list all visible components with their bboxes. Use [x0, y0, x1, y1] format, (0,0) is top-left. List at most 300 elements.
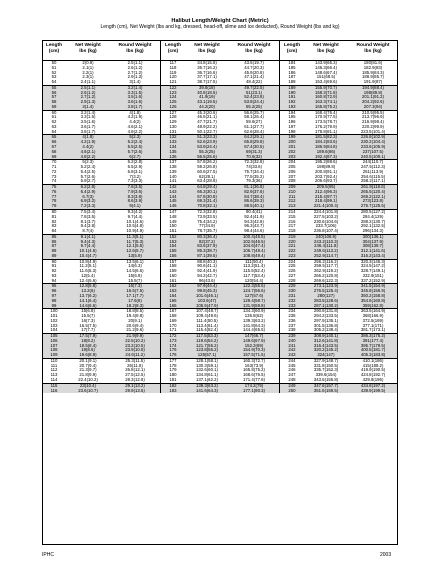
table-cell: 381.7(173.1) [348, 328, 398, 334]
table-cell: 70.6(32) [229, 155, 279, 161]
table-cell: 153 [161, 240, 185, 245]
table-cell: 215.4(97.7) [304, 195, 348, 200]
table-cell: 410.1(186) [362, 358, 384, 363]
table-cell: 96.3(43.7) [244, 224, 264, 229]
table-cell: 137.1(62.2) [185, 378, 229, 384]
table-cell: 251(113.9) [362, 169, 384, 174]
table-cell: 85 [42, 235, 66, 240]
table-cell: 7.5(3.4) [80, 209, 96, 214]
table-cell: 15.5(7) [81, 314, 95, 319]
table-cell: 127 [169, 110, 177, 115]
table-cell: 88 [42, 249, 66, 254]
table-cell: 109.4(49.6) [196, 314, 218, 319]
table-cell: 53 [51, 75, 57, 80]
table-cell: 195 [288, 115, 296, 120]
table-cell: 82(37.2) [185, 240, 229, 245]
table-cell: 345.8(156.9) [348, 289, 398, 294]
table-cell: 246.4(111.8) [304, 244, 348, 249]
table-cell: 4.8(2.2) [66, 155, 110, 161]
table-cell: 320.2(145.2) [304, 348, 348, 353]
table-cell: 10.9(4.9) [110, 229, 160, 235]
table-cell: 111 [50, 363, 58, 368]
table-cell: 166 [161, 304, 185, 310]
table-cell: 26.8(12.1) [125, 368, 145, 373]
table-cell: 45.9(20.8) [244, 70, 264, 75]
table-cell: 27.5(12.5) [125, 373, 145, 378]
table-cell: 300(136.1) [348, 235, 398, 240]
table-cell: 7.9(3.6) [110, 190, 160, 195]
table-cell: 280.5(127.2) [360, 209, 386, 214]
table-cell: 79 [42, 204, 66, 210]
table-cell: 3.3(1.5) [110, 91, 160, 96]
table-cell: 164 [161, 294, 185, 299]
table-cell: 16.5(7.5) [110, 289, 160, 294]
table-cell: 72.3(32.8) [244, 160, 264, 165]
table-cell: 139.3(63.2) [185, 384, 229, 389]
table-cell: 198(89.8) [348, 91, 398, 96]
table-cell: 174.2(79) [229, 384, 279, 389]
table-cell: 86 [42, 240, 66, 245]
table-cell: 173.5(78.7) [315, 120, 337, 125]
table-cell: 224 [288, 259, 296, 264]
table-cell: 10.8(4.9) [79, 259, 97, 264]
table-cell: 115 [42, 384, 66, 389]
table-cell: 225 [288, 264, 296, 269]
table-cell: 57.8(26.2) [197, 160, 217, 165]
table-cell: 230.6(104.6) [313, 219, 339, 224]
table-cell: 252.9(114.7) [304, 254, 348, 260]
table-cell: 23.9(10.8) [110, 348, 160, 353]
table-cell: 4.2(1.9) [127, 115, 143, 120]
table-cell: 168 [169, 314, 177, 319]
table-cell: 262.9(119.2) [313, 269, 339, 274]
table-cell: 19(8.6) [66, 348, 110, 353]
table-cell: 189 [280, 86, 304, 91]
table-cell: 83 [51, 224, 57, 229]
table-cell: 55 [42, 86, 66, 91]
table-cell: 79.3(36) [229, 179, 279, 185]
table-cell: 98.4(44.6) [229, 229, 279, 235]
table-cell: 254.6(115.5) [360, 174, 386, 179]
table-cell: 5.7(2.6) [110, 150, 160, 155]
table-cell: 48.9(22.2) [197, 124, 217, 129]
table-cell: 17.6(8) [110, 299, 160, 304]
table-cell: 5(2.3) [82, 160, 94, 165]
table-cell: 136.8(62) [244, 314, 264, 319]
table-cell: 259.5(117.7) [313, 264, 339, 269]
table-cell: 56 [42, 91, 66, 96]
table-cell: 40.8(18.5) [185, 91, 229, 96]
table-cell: 119 [169, 70, 177, 75]
table-cell: 174 [161, 344, 185, 349]
column-header: Net Weight lbs (kg) [66, 40, 110, 61]
table-cell: 198(89.8) [316, 165, 336, 170]
round-weight-column [348, 40, 398, 393]
table-cell: 229 [280, 284, 304, 289]
table-cell: 11.7(5.3) [110, 240, 160, 245]
table-cell: 2.6(1.2) [66, 91, 110, 96]
table-cell: 233.7(106) [315, 224, 337, 229]
table-columns [42, 40, 398, 393]
table-cell: 77 [42, 195, 66, 200]
table-cell: 343.6(155.8) [304, 378, 348, 384]
table-cell: 7(3.2) [129, 174, 141, 179]
chart-subtitle: Length (cm), Net Weight (lbs and kg, dressed, head-off, slime and ice deducted), Round Weight (lbs and kg) [100, 24, 340, 30]
table-cell: 386.3(175.2) [348, 334, 398, 339]
table-cell: 121.7(55.2) [185, 344, 229, 349]
table-cell: 94.2(42.7) [197, 273, 217, 278]
table-cell: 2(0.9) [82, 61, 94, 65]
table-cell: 97.9(44.4) [185, 284, 229, 289]
table-cell: 5.4(2.5) [80, 169, 96, 174]
table-cell: 155 [161, 249, 185, 254]
table-cell: 115.4(52.4) [185, 328, 229, 334]
table-cell: 230 [280, 289, 304, 294]
table-cell: 185 [288, 65, 296, 70]
table-cell: 14.6(6.6) [66, 304, 110, 310]
table-cell: 8.4(3.8) [80, 224, 96, 229]
table-cell: 121 [161, 80, 185, 86]
table-cell: 175 [161, 348, 185, 353]
table-cell: 41.9(19) [185, 95, 229, 100]
table-cell: 110 [50, 358, 58, 363]
table-cell: 359(162.8) [348, 304, 398, 310]
table-cell: 77(34.9) [198, 224, 215, 229]
table-cell: 3.3(1.5) [80, 115, 96, 120]
table-cell: 60 [51, 110, 57, 115]
table-cell: 199 [280, 135, 304, 140]
table-cell: 78 [42, 199, 66, 204]
table-cell: 43.1(19.5) [185, 100, 229, 105]
table-cell: 221 [280, 244, 304, 249]
table-cell: 154.9(70.3) [229, 348, 279, 353]
column-header: Net Weight lbs (kg) [185, 40, 229, 61]
table-cell: 177.1(80.3) [229, 389, 279, 394]
table-cell: 35.7(16.2) [197, 65, 217, 70]
table-cell: 113.2(51.4) [243, 264, 265, 269]
table-cell: 149.6(67.9) [229, 339, 279, 344]
table-cell: 177 [169, 358, 177, 363]
table-cell: 12(5.4) [81, 273, 95, 278]
table-cell: 129.4(58.7) [229, 299, 279, 304]
table-cell: 246 [288, 368, 296, 373]
table-cell: 65.8(29.8) [229, 140, 279, 145]
table-cell: 6.7(3) [66, 195, 110, 200]
table-cell: 66 [42, 140, 66, 145]
column-header: Length (cm) [280, 40, 304, 61]
table-cell: 2.9(1.3) [66, 100, 110, 105]
table-cell: 4(1.8) [129, 110, 141, 115]
table-cell: 354.6(160.8) [348, 299, 398, 304]
table-cell: 400.5(181.7) [348, 348, 398, 353]
table-cell: 16(7.3) [110, 284, 160, 289]
table-cell: 46.5(21.1) [197, 115, 217, 120]
table-cell: 155.9(70.7) [304, 86, 348, 91]
table-cell: 288.2(130.7) [360, 219, 386, 224]
table-cell: 183 [161, 389, 185, 394]
table-cell: 12.6(5.7) [110, 249, 160, 254]
table-cell: 111.4(50.5) [196, 318, 218, 323]
table-cell: 180(81.6) [363, 61, 383, 65]
table-cell: 15(6.8) [128, 273, 142, 278]
table-cell: 103.6(47) [185, 299, 229, 304]
table-cell: 132.6(60.1) [196, 368, 218, 373]
table-cell: 113.4(51.4) [196, 323, 218, 328]
table-cell: 12.4(5.6) [66, 279, 110, 285]
table-cell: 133 [161, 140, 185, 145]
table-cell: 213.7(96.9) [362, 115, 384, 120]
table-cell: 244 [288, 358, 296, 363]
table-cell: 115.5(52.4) [243, 269, 265, 274]
table-cell: 16(7.3) [81, 318, 95, 323]
table-cell: 250 [280, 389, 304, 394]
table-cell: 159 [169, 269, 177, 274]
table-cell: 429.8(195) [348, 378, 398, 384]
table-cell: 4.4(2) [66, 145, 110, 150]
table-cell: 87.1(39.5) [185, 254, 229, 260]
table-cell: 415(188.2) [362, 363, 384, 368]
table-cell: 73 [51, 174, 57, 179]
table-cell: 18.8(8.5) [126, 309, 144, 314]
table-cell: 80.3(36.4) [185, 235, 229, 240]
table-cell: 13(5.9) [110, 254, 160, 260]
table-cell: 197 [288, 124, 296, 129]
table-cell: 210 [280, 190, 304, 195]
table-cell: 102.5(46.5) [229, 240, 279, 245]
table-cell: 106.7(48.4) [229, 249, 279, 254]
table-cell: 284.4(129) [362, 214, 384, 219]
table-cell: 171.4(77.8) [229, 378, 279, 384]
table-cell: 96 [42, 289, 66, 294]
table-cell: 102 [50, 318, 58, 323]
table-cell: 59.6(27) [245, 120, 262, 125]
table-cell: 7.3(3.3) [110, 179, 160, 185]
table-cell: 4.8(2.2) [110, 130, 160, 136]
table-cell: 372.5(169) [362, 318, 384, 323]
table-cell: 130.3(59.1) [196, 363, 218, 368]
column-header: Round Weight lbs (kg) [348, 40, 398, 61]
table-cell: 301.5(136.8) [313, 323, 339, 328]
table-cell: 350.2(158.8) [348, 294, 398, 299]
table-cell: 7.8(3.5) [80, 214, 96, 219]
table-cell: 181.5(82.3) [304, 135, 348, 140]
table-cell: 10.1(4.6) [66, 249, 110, 254]
table-cell: 14.5(6.6) [126, 269, 144, 274]
table-cell: 44.2(20) [185, 105, 229, 111]
table-cell: 72.3(32.8) [197, 209, 217, 214]
table-cell: 58.1(26.4) [244, 115, 264, 120]
table-cell: 249 [280, 384, 304, 389]
table-cell: 13.5(6.1) [126, 259, 144, 264]
table-cell: 324(147) [304, 353, 348, 359]
table-cell: 51 [51, 65, 57, 70]
table-cell: 18.2(8.3) [110, 304, 160, 310]
table-cell: 247 [288, 373, 296, 378]
table-cell: 44.7(20.3) [244, 65, 264, 70]
table-cell: 182 [161, 384, 185, 389]
table-cell: 248 [280, 378, 304, 384]
table-cell: 241 [280, 344, 304, 349]
table-cell: 105.5(47.9) [185, 304, 229, 310]
table-cell: 18.5(8.4) [66, 344, 110, 349]
table-cell: 6.2(2.8) [66, 185, 110, 190]
table-cell: 424.8(192.7) [360, 373, 386, 378]
table-cell: 290.6(131.8) [313, 309, 339, 314]
table-cell: 51.3(23.3) [185, 135, 229, 140]
table-cell: 316.2(143.4) [348, 254, 398, 260]
table-cell: 37.7(17.1) [197, 75, 217, 80]
table-cell: 228 [280, 279, 304, 285]
table-cell: 52 [51, 70, 57, 75]
table-cell: 163.3(74.1) [304, 100, 348, 105]
table-cell: 2.5(1.1) [127, 61, 143, 65]
table-cell: 53.9(24.4) [185, 145, 229, 150]
table-cell: 112 [50, 368, 58, 373]
table-cell: 147 [169, 209, 177, 214]
table-cell: 335.7(152.3) [313, 368, 339, 373]
table-cell: 221.4(100.4) [304, 204, 348, 210]
table-cell: 73.9(33.5) [197, 214, 217, 219]
table-cell: 47.7(21.7) [197, 120, 217, 125]
table-cell: 237(107.5) [348, 150, 398, 155]
table-cell: 204.2(92.6) [348, 100, 398, 105]
table-cell: 3.2(1.4) [110, 86, 160, 91]
table-cell: 34.8(15.8) [197, 61, 217, 65]
table-cell: 191 [280, 95, 304, 100]
table-cell: 15(6.8) [81, 309, 95, 314]
table-cell: 8.3(3.8) [110, 195, 160, 200]
table-cell: 124.7(56.6) [229, 289, 279, 294]
table-cell: 119.6(54.2) [185, 339, 229, 344]
table-cell: 134.8(61.1) [196, 373, 218, 378]
table-cell: 22.5(10.2) [110, 339, 160, 344]
table-cell: 149 [169, 219, 177, 224]
table-cell: 29.1(13.2) [110, 384, 160, 389]
table-cell: 72 [51, 169, 57, 174]
table-cell: 256.2(116.2) [313, 259, 339, 264]
table-cell: 200.8(91.1) [315, 169, 337, 174]
table-cell: 240.5(109.1) [348, 155, 398, 161]
table-cell: 158 [169, 264, 177, 269]
table-cell: 10.1(4.6) [126, 219, 144, 224]
table-cell: 17(7.7) [66, 328, 110, 334]
table-cell: 2.3(1) [82, 75, 94, 80]
table-cell: 168.6(76.5) [243, 373, 265, 378]
column-header: Round Weight lbs (kg) [229, 40, 279, 61]
table-cell: 160.3(72.7) [243, 358, 265, 363]
table-cell: 13.2(6) [66, 289, 110, 294]
table-cell: 377.1(171) [362, 323, 384, 328]
length-column [42, 40, 66, 393]
table-cell: 95 [42, 284, 66, 289]
table-cell: 145 [161, 199, 185, 204]
table-cell: 36.7(16.6) [197, 70, 217, 75]
round-weight-column [229, 40, 279, 393]
table-cell: 29.9(13.5) [110, 389, 160, 394]
table-cell: 2.9(1.3) [127, 75, 143, 80]
table-cell: 69.3(31.4) [185, 199, 229, 204]
table-cell: 146 [161, 204, 185, 210]
table-cell: 139.3(63.2) [243, 318, 265, 323]
table-cell: 9.7(4.4) [127, 214, 143, 219]
table-cell: 266.2(120.8) [313, 273, 339, 278]
table-cell: 114 [42, 378, 66, 384]
table-cell: 213 [280, 204, 304, 210]
table-cell: 50 [51, 61, 57, 65]
table-cell: 220 [280, 240, 304, 245]
table-cell: 189.6(86) [304, 150, 348, 155]
table-cell: 180 [169, 373, 177, 378]
table-cell: 16.5(7.5) [79, 323, 97, 328]
table-cell: 96(43.6) [185, 279, 229, 285]
table-cell: 150 [169, 224, 177, 229]
table-cell: 243.2(110.3) [304, 240, 348, 245]
table-cell: 84.7(38.4) [229, 195, 279, 200]
table-cell: 81 [51, 214, 57, 219]
table-cell: 83.6(37.9) [185, 244, 229, 249]
table-cell: 123 [161, 91, 185, 96]
table-cell: 163(73.9) [244, 363, 264, 368]
table-cell: 351.6(159.5) [304, 389, 348, 394]
table-cell: 116 [42, 389, 66, 394]
table-cell: 75 [42, 185, 66, 190]
table-cell: 125 [161, 100, 185, 105]
table-cell: 89 [42, 254, 66, 260]
table-cell: 94.3(42.8) [244, 219, 264, 224]
table-cell: 10.5(4.8) [126, 224, 144, 229]
table-cell: 82.9(37.6) [229, 190, 279, 195]
net-weight-column [304, 40, 348, 393]
table-cell: 8.6(3.9) [110, 199, 160, 204]
table-cell: 182.9(83) [363, 65, 383, 70]
table-cell: 143.9(65.3) [315, 61, 337, 65]
table-cell: 151 [161, 229, 185, 235]
table-cell: 10.4(4.7) [66, 254, 110, 260]
table-cell: 237 [288, 323, 296, 328]
table-cell: 9(4.1) [110, 204, 160, 210]
table-cell: 128.1(58.1) [196, 358, 218, 363]
table-cell: 308(139.7) [348, 244, 398, 249]
table-cell: 13.7(6.2) [66, 294, 110, 299]
table-cell: 214 [288, 209, 296, 214]
table-cell: 92 [51, 269, 57, 274]
table-cell: 195.2(88.6) [315, 160, 337, 165]
table-cell: 5.7(2.6) [80, 174, 96, 179]
table-cell: 215 [288, 214, 296, 219]
table-cell: 64.2(29.1) [229, 135, 279, 140]
table-cell: 231 [280, 294, 304, 299]
table-cell: 5.2(2.4) [110, 140, 160, 145]
table-cell: 269.2(122.1) [348, 195, 398, 200]
table-cell: 131 [161, 130, 185, 136]
table-cell: 87 [42, 244, 66, 249]
table-cell: 132 [161, 135, 185, 140]
table-cell: 19.6(8.9) [66, 353, 110, 359]
table-cell: 193 [280, 105, 304, 111]
table-cell: 20.7(9.4) [79, 363, 97, 368]
table-cell: 147(66.7) [229, 334, 279, 339]
table-cell: 439.9(199.5) [348, 389, 398, 394]
table-cell: 70.8(32.1) [185, 204, 229, 210]
table-cell: 65 [42, 135, 66, 140]
table-cell: 117.5(53.3) [185, 334, 229, 339]
table-cell: 52.6(23.9) [185, 140, 229, 145]
table-cell: 120 [169, 75, 177, 80]
table-cell: 157.5(71.5) [229, 353, 279, 359]
table-cell: 148 [169, 214, 177, 219]
table-cell: 69(31.3) [229, 150, 279, 155]
table-cell: 8.1(3.7) [80, 219, 96, 224]
